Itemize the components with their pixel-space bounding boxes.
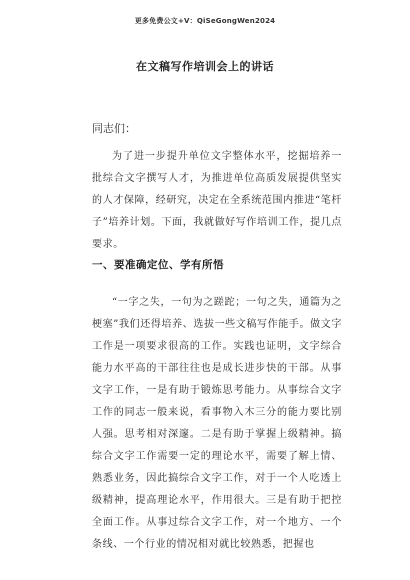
paragraph-section-1: “一字之失，一句为之蹉跎；一句之失，通篇为之梗塞”我们还得培养、选拔一些文稿写作能手。做文字工作是一项要求很高的工作。实践也证明，文字综合能力水平高的干部往往也是成长进步快的干部。从事文字工作，一是有助于锻炼思考能力。从事综合文字工作的同志一般来说，看事物入木三分的能力要比别人强。思考相对深邃。二是有助于掌握上级精神。搞综合文字工作需要一定的理论水平，需要了解上情、熟悉业务，因此搞综合文字工作，对于一个人吃透上级精神，提高理论水平，作用很大。三是有助于把控全面工作。从事过综合文字工作，对一个地方、一个条线、一个行业的情况相对就比较熟悉，把握也 [92,297,342,550]
header-note: 更多免费公文+V：QiSeGongWen2024 [134,17,276,25]
salutation: 同志们： [92,122,136,135]
document-title: 在文稿写作培训会上的讲话 [136,60,274,73]
section-heading-1: 一、要准确定位、学有所悟 [92,259,224,271]
paragraph-intro: 为了进一步提升单位文字整体水平，挖掘培养一批综合文字撰写人才，为推进单位高质发展提供坚实的人才保障，经研究，决定在全系统范围内推进“笔杆子”培养计划。下面，我就做好写作培训工作，提几点要求。 [92,151,342,250]
